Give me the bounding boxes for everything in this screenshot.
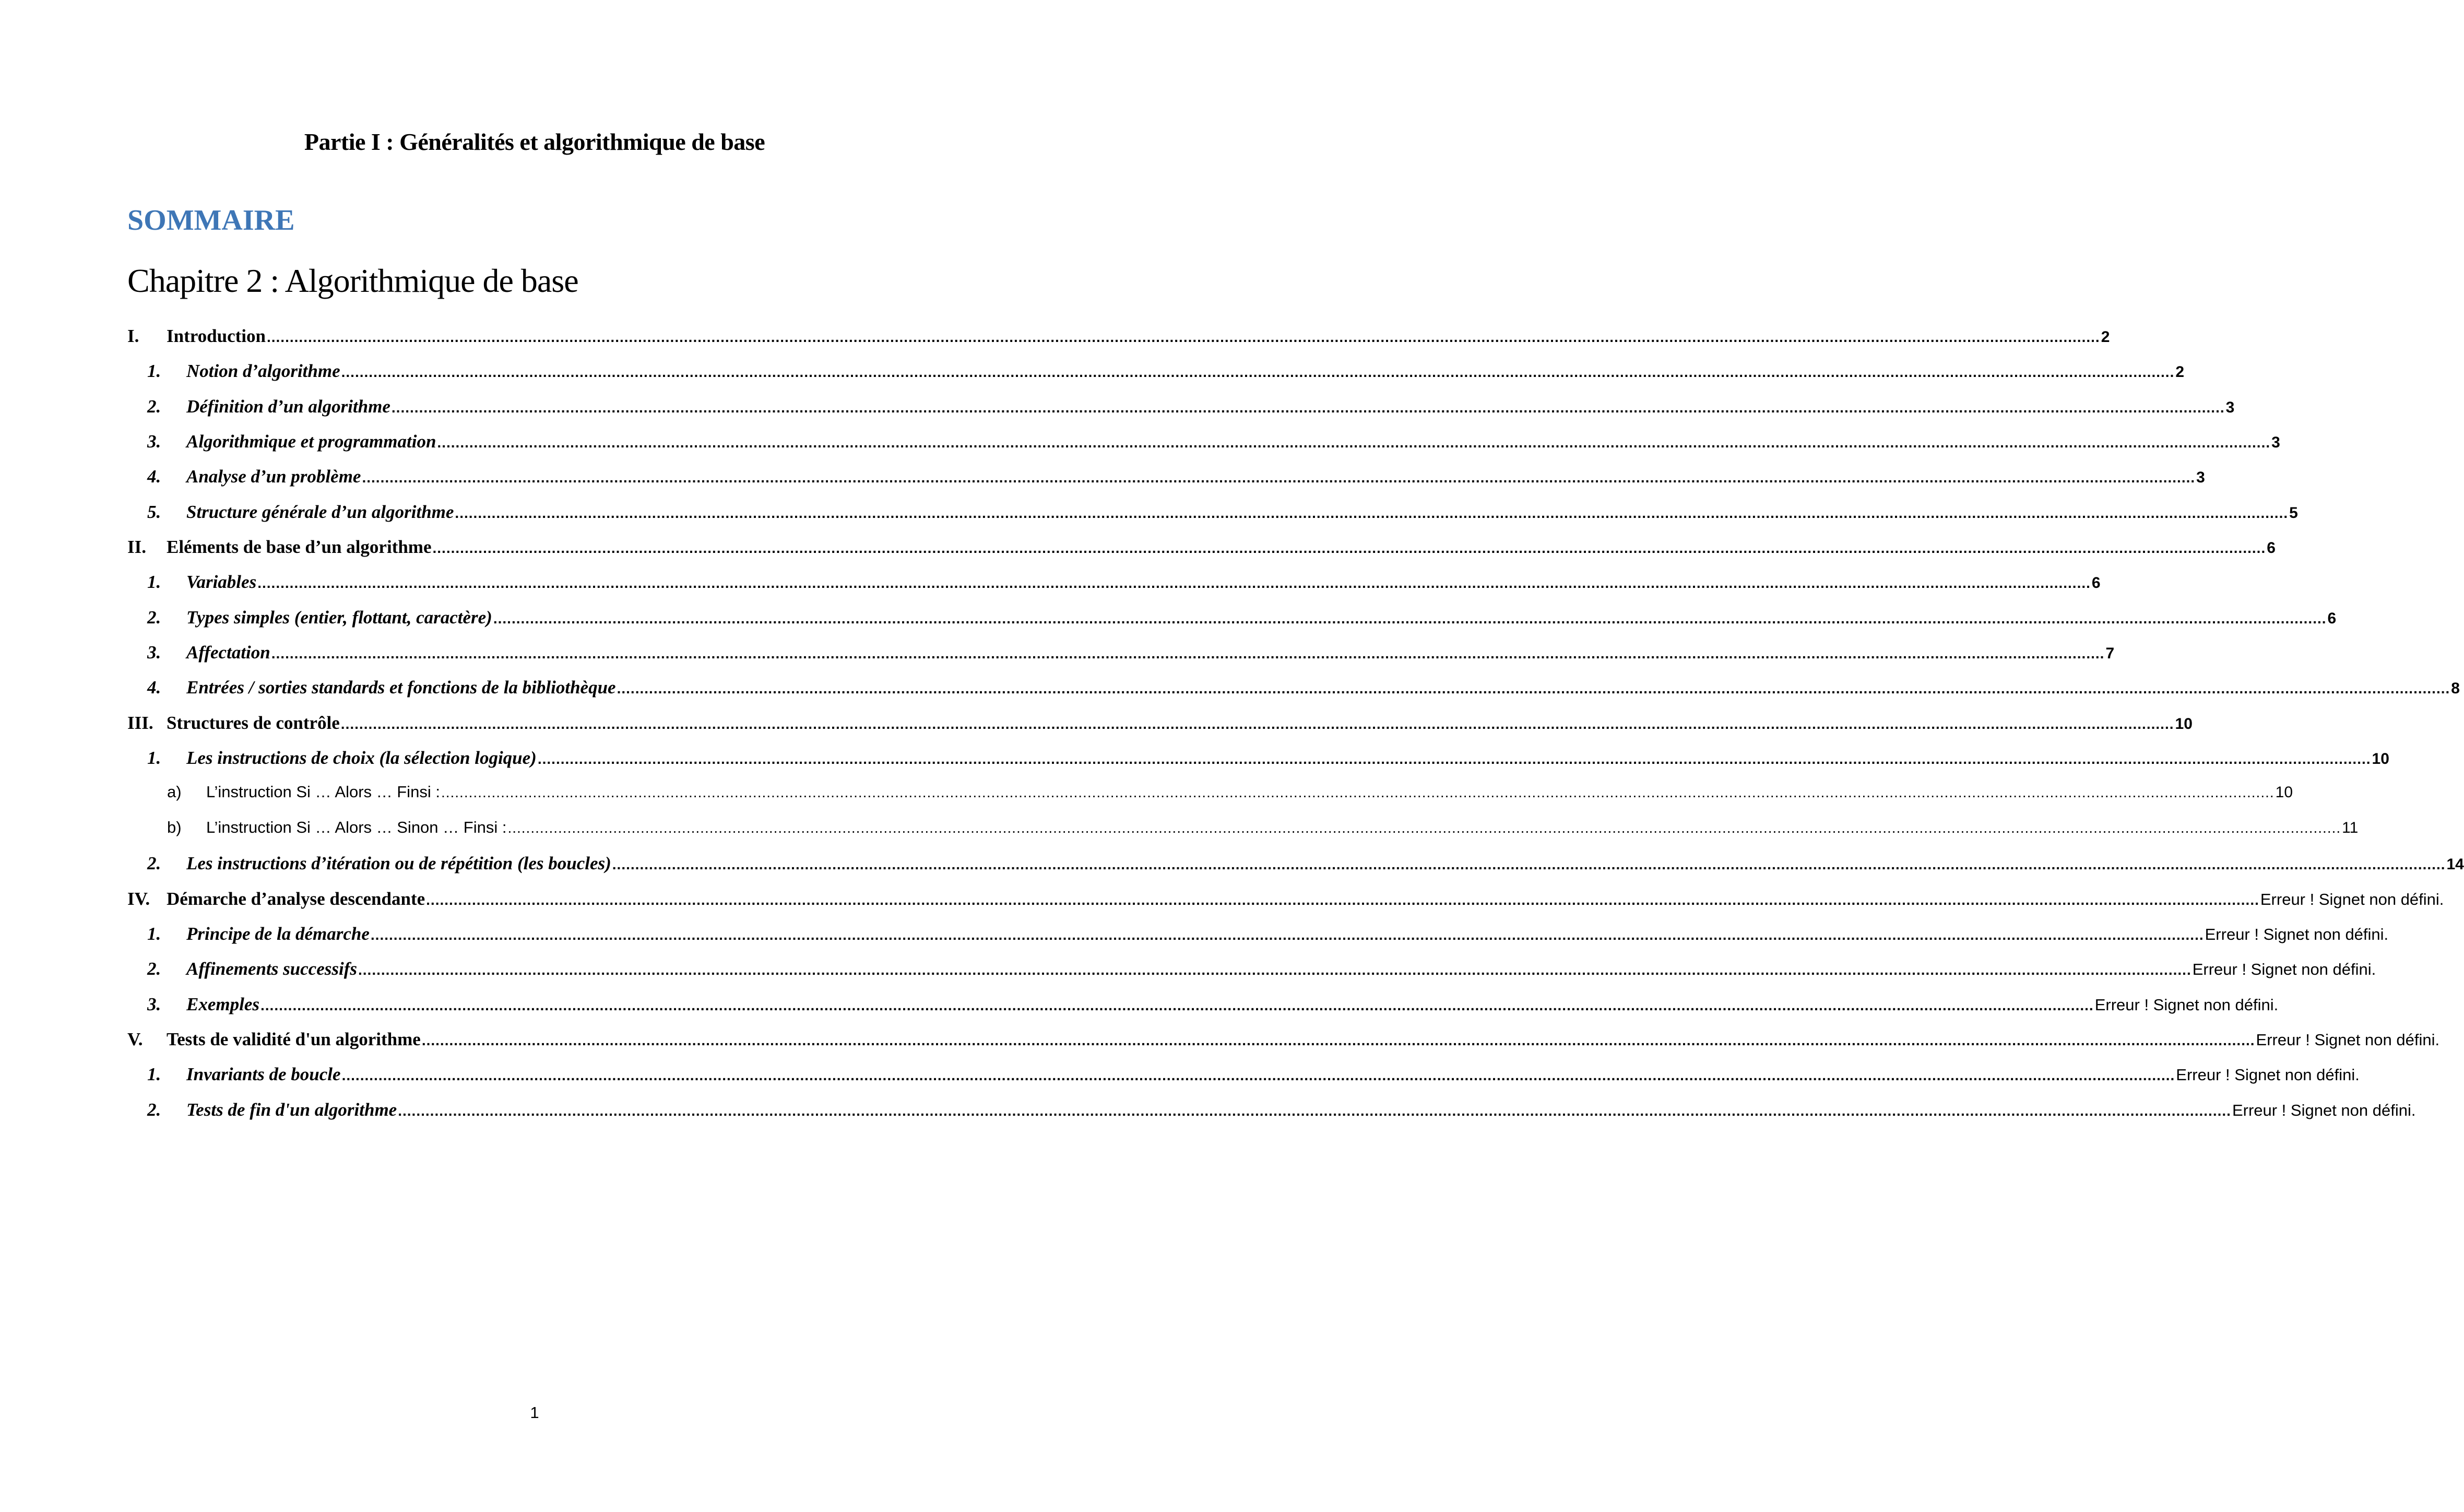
toc-entry-page: 6 bbox=[2327, 609, 2337, 627]
toc-entry-number: 3. bbox=[147, 642, 161, 663]
toc-entry-title: L’instruction Si … Alors … Finsi : bbox=[206, 783, 440, 801]
toc-dot-leader: ................................................................................................................................................................................................................................................................................................................................................................................................................ bbox=[271, 645, 2105, 662]
toc-entry-number: 3. bbox=[147, 431, 161, 452]
toc-entry-number: 1. bbox=[147, 572, 161, 593]
toc-entry[interactable] bbox=[127, 1099, 2416, 1135]
toc-dot-leader: ................................................................................................................................................................................................................................................................................................................................................................................................................ bbox=[398, 1102, 2231, 1119]
toc-entry[interactable] bbox=[127, 642, 2115, 677]
toc-entry-number: 1. bbox=[147, 923, 161, 944]
toc-entry[interactable] bbox=[127, 923, 2389, 959]
toc-dot-leader: ................................................................................................................................................................................................................................................................................................................................................................................................................ bbox=[421, 1032, 2255, 1048]
toc-entry[interactable] bbox=[127, 537, 2276, 572]
toc-entry-number: 2. bbox=[147, 396, 161, 417]
toc-entry-title: Introduction bbox=[167, 326, 266, 346]
toc-dot-leader: ................................................................................................................................................................................................................................................................................................................................................................................................................ bbox=[507, 819, 2341, 836]
toc-entry-page: Erreur ! Signet non défini. bbox=[2256, 1030, 2440, 1049]
toc-entry-number: 2. bbox=[147, 1099, 161, 1120]
toc-entry-page: Erreur ! Signet non défini. bbox=[2176, 1066, 2360, 1084]
toc-dot-leader: ................................................................................................................................................................................................................................................................................................................................................................................................................ bbox=[391, 399, 2225, 416]
toc-entry-title: Types simples (entier, flottant, caractère) bbox=[186, 607, 492, 628]
toc-entry[interactable] bbox=[127, 501, 2298, 537]
toc-entry-number: 4. bbox=[147, 677, 161, 698]
toc-entry[interactable] bbox=[127, 853, 2464, 888]
toc-entry-title: Les instructions de choix (la sélection logique) bbox=[186, 748, 537, 769]
toc-entry-number: II. bbox=[127, 537, 146, 558]
toc-entry-title: Exemples bbox=[186, 994, 259, 1014]
toc-entry-number: 1. bbox=[147, 361, 161, 382]
toc-entry-title: Variables bbox=[186, 572, 257, 593]
toc-entry-number: 2. bbox=[147, 959, 161, 979]
toc-entry[interactable] bbox=[127, 326, 2110, 361]
toc-entry-title: Structure générale d’un algorithme bbox=[186, 501, 454, 522]
part-title: Partie I : Généralités et algorithmique de base bbox=[304, 128, 765, 155]
toc-entry-title: Invariants de boucle bbox=[186, 1064, 341, 1085]
toc-dot-leader: ................................................................................................................................................................................................................................................................................................................................................................................................................ bbox=[617, 680, 2450, 697]
toc-entry-page: 10 bbox=[2175, 715, 2193, 733]
toc-entry-number: 1. bbox=[147, 748, 161, 769]
toc-dot-leader: ................................................................................................................................................................................................................................................................................................................................................................................................................ bbox=[362, 469, 2196, 486]
toc-entry[interactable] bbox=[127, 572, 2101, 607]
toc-entry-page: Erreur ! Signet non défini. bbox=[2192, 960, 2376, 979]
toc-entry-number: 4. bbox=[147, 466, 161, 487]
toc-entry-page: 2 bbox=[2175, 363, 2185, 381]
toc-entry-title: Démarche d’analyse descendante bbox=[167, 888, 425, 909]
toc-entry-title: Affectation bbox=[186, 642, 270, 663]
toc-entry-number: I. bbox=[127, 326, 139, 346]
toc-entry-page: 10 bbox=[2372, 750, 2389, 768]
toc-dot-leader: ................................................................................................................................................................................................................................................................................................................................................................................................................ bbox=[426, 891, 2259, 908]
toc-entry-page: 10 bbox=[2275, 784, 2293, 801]
toc-entry[interactable] bbox=[127, 607, 2337, 642]
toc-entry[interactable] bbox=[127, 677, 2460, 712]
toc-dot-leader: ................................................................................................................................................................................................................................................................................................................................................................................................................ bbox=[341, 364, 2175, 381]
toc-entry-number: V. bbox=[127, 1029, 143, 1049]
toc-entry[interactable] bbox=[127, 818, 2359, 853]
toc-entry-title: L’instruction Si … Alors … Sinon … Finsi : bbox=[206, 818, 507, 836]
toc-entry-title: Principe de la démarche bbox=[186, 923, 370, 944]
toc-entry-title: Algorithmique et programmation bbox=[186, 431, 436, 452]
toc-entry-page: Erreur ! Signet non défini. bbox=[2094, 995, 2279, 1014]
toc-entry[interactable] bbox=[127, 888, 2444, 924]
toc-dot-leader: ................................................................................................................................................................................................................................................................................................................................................................................................................ bbox=[612, 856, 2446, 873]
toc-entry-title: Eléments de base d’un algorithme bbox=[167, 537, 432, 558]
toc-entry-title: Analyse d’un problème bbox=[186, 466, 361, 487]
toc-entry[interactable] bbox=[127, 396, 2235, 431]
toc-entry-number: 2. bbox=[147, 607, 161, 628]
toc-entry-number: 2. bbox=[147, 853, 161, 874]
toc-entry-title: Notion d’algorithme bbox=[186, 361, 340, 382]
page-number: 1 bbox=[530, 1403, 539, 1422]
toc-entry[interactable] bbox=[127, 466, 2205, 501]
toc-entry-page: Erreur ! Signet non défini. bbox=[2260, 890, 2444, 908]
toc-entry[interactable] bbox=[127, 959, 2376, 994]
toc-entry-page: 5 bbox=[2289, 504, 2298, 522]
toc-dot-leader: ................................................................................................................................................................................................................................................................................................................................................................................................................ bbox=[341, 1067, 2175, 1084]
toc-entry-page: 8 bbox=[2451, 680, 2460, 698]
toc-entry[interactable] bbox=[127, 783, 2293, 818]
toc-entry-page: 6 bbox=[2267, 539, 2276, 557]
toc-dot-leader: ................................................................................................................................................................................................................................................................................................................................................................................................................ bbox=[455, 504, 2289, 521]
toc-entry-number: 3. bbox=[147, 994, 161, 1014]
toc-dot-leader: ................................................................................................................................................................................................................................................................................................................................................................................................................ bbox=[358, 962, 2191, 978]
toc-entry-page: 11 bbox=[2342, 819, 2359, 836]
toc-dot-leader: ................................................................................................................................................................................................................................................................................................................................................................................................................ bbox=[437, 434, 2271, 451]
toc-entry-number: a) bbox=[167, 783, 182, 801]
toc-dot-leader: ................................................................................................................................................................................................................................................................................................................................................................................................................ bbox=[441, 784, 2275, 801]
toc-entry[interactable] bbox=[127, 1029, 2440, 1064]
toc-entry-number: IV. bbox=[127, 888, 150, 909]
toc-dot-leader: ................................................................................................................................................................................................................................................................................................................................................................................................................ bbox=[260, 997, 2094, 1013]
toc-entry-page: 7 bbox=[2105, 645, 2115, 663]
toc-entry-title: Affinements successifs bbox=[186, 959, 357, 979]
toc-entry-page: Erreur ! Signet non défini. bbox=[2232, 1101, 2416, 1119]
toc-entry-title: Tests de validité d'un algorithme bbox=[167, 1029, 421, 1049]
toc-entry[interactable] bbox=[127, 748, 2389, 783]
toc-entry[interactable] bbox=[127, 994, 2279, 1029]
toc-entry[interactable] bbox=[127, 712, 2193, 748]
toc-entry-title: Les instructions d’itération ou de répétition (les boucles) bbox=[186, 853, 611, 874]
toc-entry-page: 3 bbox=[2271, 434, 2280, 452]
toc-entry[interactable] bbox=[127, 361, 2185, 396]
toc-entry-page: Erreur ! Signet non défini. bbox=[2205, 925, 2389, 943]
chapter-title: Chapitre 2 : Algorithmique de base bbox=[127, 262, 578, 299]
toc-dot-leader: ................................................................................................................................................................................................................................................................................................................................................................................................................ bbox=[266, 329, 2100, 345]
toc-entry-page: 3 bbox=[2196, 469, 2205, 487]
toc-entry-number: 1. bbox=[147, 1064, 161, 1085]
sommaire-heading: SOMMAIRE bbox=[127, 204, 295, 237]
toc-entry-title: Structures de contrôle bbox=[167, 712, 340, 733]
toc-entry-title: Entrées / sorties standards et fonctions de la bibliothèque bbox=[186, 677, 616, 698]
toc-dot-leader: ................................................................................................................................................................................................................................................................................................................................................................................................................ bbox=[537, 751, 2371, 767]
toc-entry-page: 6 bbox=[2091, 574, 2101, 592]
toc-entry-number: 5. bbox=[147, 501, 161, 522]
toc-entry-number: III. bbox=[127, 712, 153, 733]
toc-entry-number: b) bbox=[167, 818, 182, 836]
toc-dot-leader: ................................................................................................................................................................................................................................................................................................................................................................................................................ bbox=[340, 715, 2174, 732]
table-of-contents bbox=[127, 326, 2464, 1135]
toc-entry[interactable] bbox=[127, 1064, 2360, 1099]
toc-entry-page: 3 bbox=[2225, 398, 2235, 416]
toc-entry-title: Tests de fin d'un algorithme bbox=[186, 1099, 397, 1120]
toc-entry[interactable] bbox=[127, 431, 2280, 466]
toc-dot-leader: ................................................................................................................................................................................................................................................................................................................................................................................................................ bbox=[432, 540, 2266, 557]
toc-entry-title: Définition d’un algorithme bbox=[186, 396, 390, 417]
toc-dot-leader: ................................................................................................................................................................................................................................................................................................................................................................................................................ bbox=[370, 926, 2204, 943]
toc-entry-page: 14 bbox=[2446, 856, 2464, 873]
toc-entry-page: 2 bbox=[2101, 328, 2110, 346]
toc-dot-leader: ................................................................................................................................................................................................................................................................................................................................................................................................................ bbox=[257, 575, 2091, 592]
toc-dot-leader: ................................................................................................................................................................................................................................................................................................................................................................................................................ bbox=[493, 610, 2327, 627]
